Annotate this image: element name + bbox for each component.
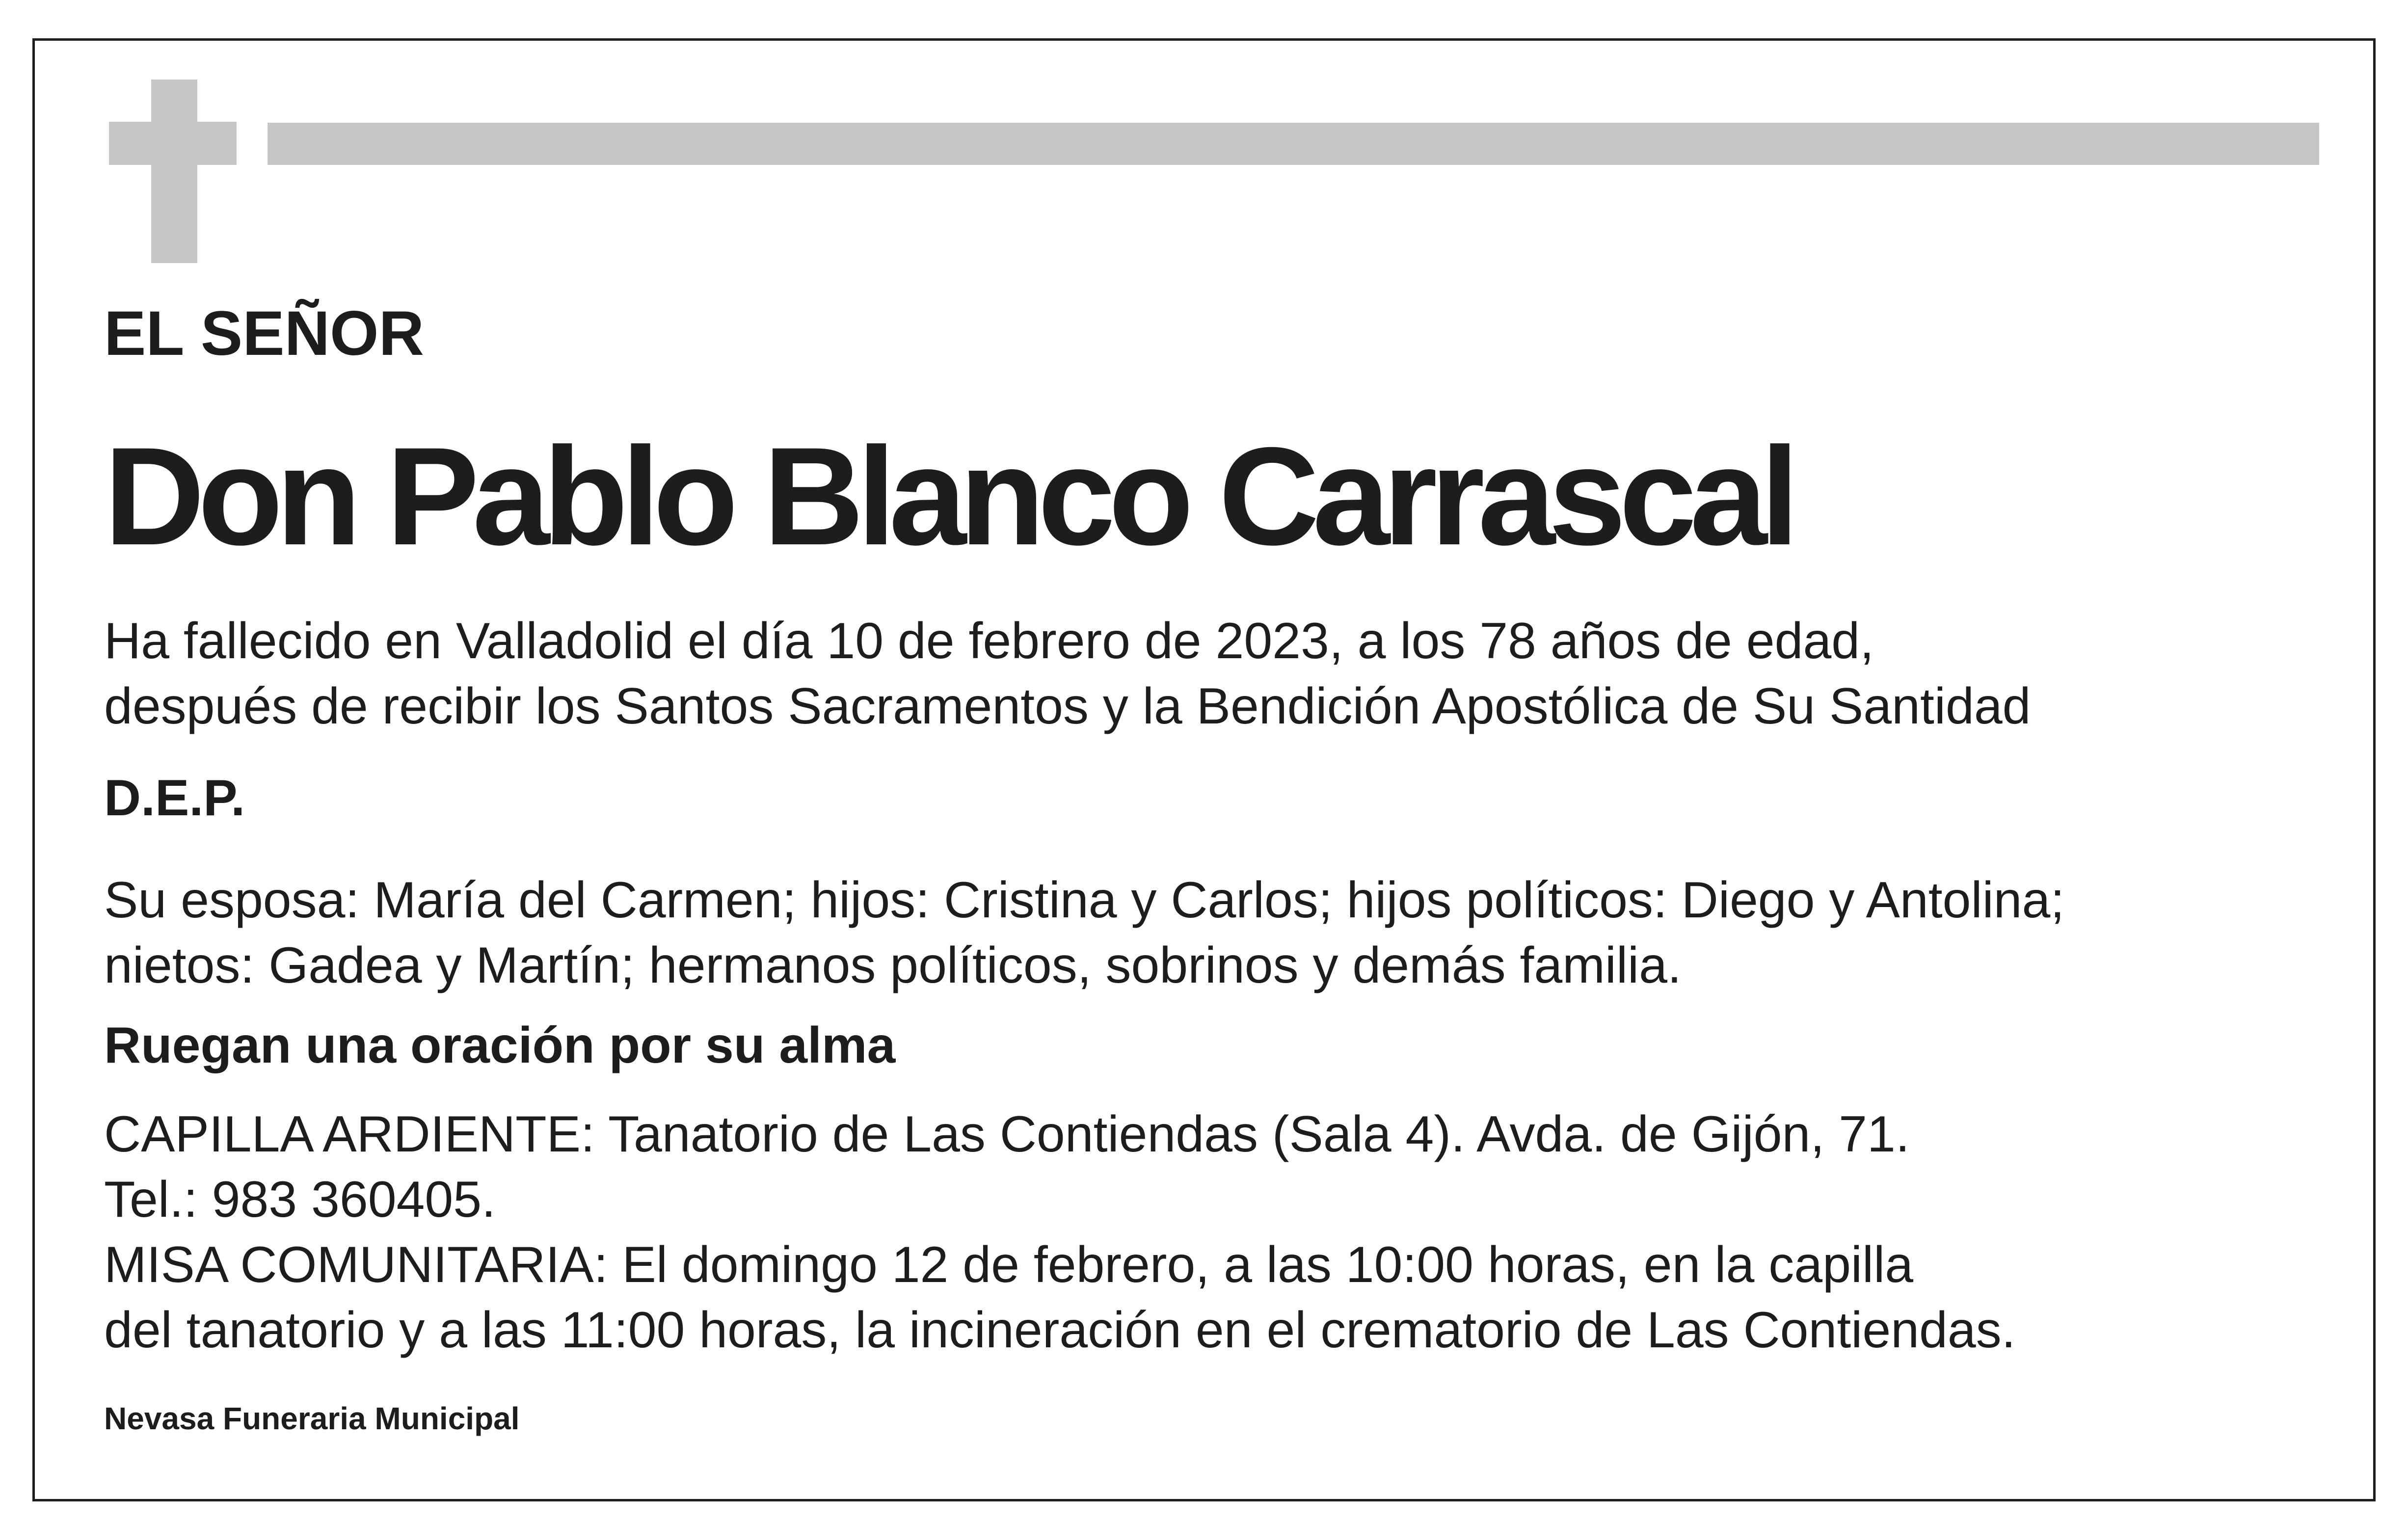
service-line-4: del tanatorio y a las 11:00 horas, la incineración en el crematorio de Las Contiendas.	[104, 1302, 2016, 1359]
deceased-name: Don Pablo Blanco Carrascal	[104, 419, 1793, 574]
death-paragraph	[104, 609, 2031, 739]
family-line-1: Su esposa: María del Carmen; hijos: Cristina y Carlos; hijos políticos: Diego y Antolina;	[104, 872, 2065, 929]
decorative-bar	[268, 123, 2319, 165]
service-line-1: CAPILLA ARDIENTE: Tanatorio de Las Contiendas (Sala 4). Avda. de Gijón, 71.	[104, 1106, 1910, 1163]
funeral-home: Nevasa Funeraria Municipal	[104, 1401, 520, 1436]
service-line-2: Tel.: 983 360405.	[104, 1171, 496, 1228]
death-line-2: después de recibir los Santos Sacramentos y la Bendición Apostólica de Su Santidad	[104, 678, 2031, 735]
prayer-line: Ruegan una oración por su alma	[104, 1017, 896, 1074]
death-line-1: Ha fallecido en Valladolid el día 10 de febrero de 2023, a los 78 años de edad,	[104, 613, 1874, 669]
cross-horizontal	[109, 122, 237, 165]
dep-label: D.E.P.	[104, 770, 245, 827]
service-line-3: MISA COMUNITARIA: El domingo 12 de febrero, a las 10:00 horas, en la capilla	[104, 1236, 1914, 1293]
cross-vertical	[151, 80, 197, 263]
family-paragraph	[104, 868, 2064, 998]
service-paragraph	[104, 1102, 2016, 1363]
intro-heading: EL SEÑOR	[104, 298, 424, 369]
family-line-2: nietos: Gadea y Martín; hermanos políticos, sobrinos y demás familia.	[104, 937, 1682, 994]
